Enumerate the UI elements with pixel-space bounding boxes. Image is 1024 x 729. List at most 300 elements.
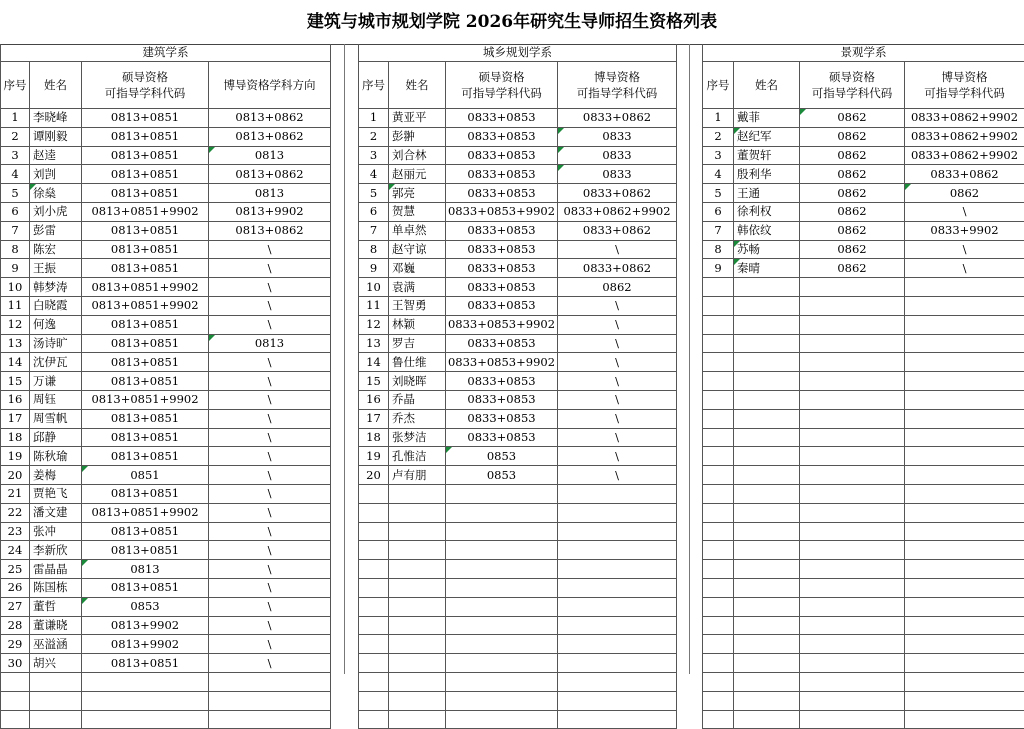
cell-seq: 8 [1,240,30,259]
cell-doctor [905,522,1024,541]
section-title: 城乡规划学系 [359,44,677,62]
cell-name [389,522,446,541]
cell-master: 0813+0851 [82,428,209,447]
table-row [359,428,677,447]
cell-doctor: 0833 [558,165,677,184]
page-title: 建筑与城市规划学院 2026年研究生导师招生资格列表 [0,0,1024,45]
cell-name: 赵丽元 [389,165,446,184]
cell-doctor: 0833 [558,146,677,165]
cell-name [734,278,800,297]
empty-row [703,635,1024,654]
cell-doctor: \ [558,390,677,409]
cell-seq: 14 [359,353,389,372]
cell-seq [703,710,734,729]
cell-seq: 18 [1,428,30,447]
empty-row [359,522,677,541]
cell-master [800,296,905,315]
empty-row [703,616,1024,635]
cell-doctor: \ [209,635,331,654]
cell-doctor: \ [209,541,331,560]
cell-master [800,372,905,391]
table-row [1,315,331,334]
cell-name: 刘剀 [30,165,82,184]
table-row [703,127,1024,146]
empty-row [703,484,1024,503]
cell-master: 0813+0851+9902 [82,278,209,297]
cell-master: 0813+0851+9902 [82,390,209,409]
cell-doctor: 0813 [209,146,331,165]
cell-master [82,672,209,691]
cell-doctor [558,522,677,541]
table-row [359,278,677,297]
table-row [359,390,677,409]
table-row [359,165,677,184]
cell-doctor: 0813+9902 [209,202,331,221]
cell-doctor [905,447,1024,466]
cell-name: 董哲 [30,597,82,616]
cell-name [734,560,800,579]
cell-name: 陈国栋 [30,578,82,597]
cell-name [389,635,446,654]
cell-seq: 23 [1,522,30,541]
cell-master [446,484,558,503]
cell-doctor [905,334,1024,353]
cell-doctor: 0833+0862 [905,165,1024,184]
empty-row [359,691,677,710]
cell-doctor: \ [209,390,331,409]
cell-seq: 3 [1,146,30,165]
cell-seq: 16 [1,390,30,409]
cell-doctor: 0813+0862 [209,165,331,184]
cell-doctor: \ [558,409,677,428]
cell-seq: 1 [359,109,389,128]
cell-seq: 22 [1,503,30,522]
cell-master: 0833+0853 [446,372,558,391]
cell-name [734,484,800,503]
cell-doctor: \ [209,353,331,372]
empty-row [703,672,1024,691]
cell-doctor: \ [209,503,331,522]
cell-doctor: \ [209,597,331,616]
cell-name: 彭雷 [30,221,82,240]
cell-doctor [905,710,1024,729]
cell-master [446,522,558,541]
cell-doctor: \ [209,278,331,297]
cell-master: 0862 [800,202,905,221]
cell-seq [359,522,389,541]
cell-master: 0833+0853 [446,165,558,184]
cell-name: 乔杰 [389,409,446,428]
cell-master [800,654,905,673]
cell-master [800,616,905,635]
cell-master [446,672,558,691]
cell-master: 0862 [800,259,905,278]
cell-seq [703,390,734,409]
cell-master [82,710,209,729]
cell-name: 王振 [30,259,82,278]
table-row [359,466,677,485]
cell-master: 0833+0853 [446,409,558,428]
cell-doctor: 0813+0862 [209,109,331,128]
cell-doctor [558,578,677,597]
cell-master [800,484,905,503]
cell-name: 邱静 [30,428,82,447]
cell-seq [359,654,389,673]
table-row [1,541,331,560]
cell-name: 王通 [734,184,800,203]
empty-row [703,334,1024,353]
cell-doctor: \ [209,240,331,259]
cell-doctor [905,578,1024,597]
cell-doctor [905,409,1024,428]
cell-name: 王智勇 [389,296,446,315]
cell-seq [703,597,734,616]
table-row [1,409,331,428]
cell-master: 0813+0851 [82,127,209,146]
empty-row [703,710,1024,729]
cell-seq: 2 [359,127,389,146]
cell-seq [359,560,389,579]
cell-doctor: \ [558,372,677,391]
cell-name: 赵逵 [30,146,82,165]
cell-seq [703,278,734,297]
cell-doctor: \ [209,616,331,635]
empty-row [703,691,1024,710]
table-row [1,202,331,221]
cell-doctor: 0813+0862 [209,221,331,240]
cell-name [734,672,800,691]
cell-doctor [558,710,677,729]
cell-name [734,635,800,654]
table-row [1,353,331,372]
cell-name: 苏畅 [734,240,800,259]
table-row [359,447,677,466]
cell-seq [703,428,734,447]
cell-doctor: 0833+9902 [905,221,1024,240]
empty-row [703,597,1024,616]
cell-master: 0833+0853 [446,259,558,278]
cell-seq: 4 [703,165,734,184]
table-row [359,353,677,372]
cell-name: 邓巍 [389,259,446,278]
cell-name [389,654,446,673]
column-header-seq: 序号 [359,62,389,109]
empty-row [703,390,1024,409]
cell-seq: 2 [1,127,30,146]
cell-doctor: 0833+0862 [558,221,677,240]
empty-row [703,278,1024,297]
empty-row [703,560,1024,579]
table-row [703,109,1024,128]
cell-doctor: \ [209,409,331,428]
cell-seq: 5 [703,184,734,203]
cell-doctor: 0813 [209,334,331,353]
cell-master [800,635,905,654]
cell-seq: 29 [1,635,30,654]
section-title: 建筑学系 [1,44,331,62]
table-row [1,428,331,447]
cell-name: 秦晴 [734,259,800,278]
table-row [359,202,677,221]
cell-seq [703,466,734,485]
cell-master: 0813+9902 [82,635,209,654]
cell-name [734,578,800,597]
section-landscape [702,44,1024,729]
cell-master [800,278,905,297]
table-row [359,240,677,259]
cell-name [30,710,82,729]
cell-doctor [905,541,1024,560]
cell-master [800,597,905,616]
empty-row [359,503,677,522]
cell-doctor [558,691,677,710]
cell-seq: 11 [1,296,30,315]
cell-seq [703,484,734,503]
section-title: 景观学系 [703,44,1024,62]
cell-seq: 30 [1,654,30,673]
cell-master: 0813+0851 [82,447,209,466]
cell-seq: 13 [359,334,389,353]
cell-doctor: \ [558,428,677,447]
cell-name: 罗吉 [389,334,446,353]
cell-name [734,541,800,560]
table-row [1,109,331,128]
table-row [1,259,331,278]
cell-name [389,672,446,691]
cell-seq [359,484,389,503]
cell-master: 0833+0853 [446,184,558,203]
cell-name [734,691,800,710]
cell-master: 0813+0851 [82,578,209,597]
cell-seq: 17 [1,409,30,428]
cell-name: 刘晓晖 [389,372,446,391]
cell-seq: 14 [1,353,30,372]
cell-name: 单卓然 [389,221,446,240]
cell-doctor: 0833+0862+9902 [905,127,1024,146]
cell-doctor [905,503,1024,522]
cell-master: 0862 [800,165,905,184]
cell-name [389,503,446,522]
cell-name [734,654,800,673]
table-row [359,221,677,240]
cell-master [800,522,905,541]
cell-seq: 7 [1,221,30,240]
cell-name: 黄亚平 [389,109,446,128]
cell-doctor [558,654,677,673]
empty-row [703,654,1024,673]
cell-seq: 19 [359,447,389,466]
cell-master [446,691,558,710]
cell-name [30,672,82,691]
cell-seq: 10 [359,278,389,297]
cell-seq [359,616,389,635]
table-row [703,165,1024,184]
cell-seq [703,672,734,691]
cell-master: 0813+0851 [82,334,209,353]
cell-master [800,447,905,466]
cell-doctor [905,278,1024,297]
empty-row [359,654,677,673]
cell-doctor [905,484,1024,503]
table-row [1,635,331,654]
cell-doctor: \ [209,447,331,466]
cell-seq: 24 [1,541,30,560]
table-row [1,578,331,597]
cell-master: 0833+0853 [446,127,558,146]
cell-name: 周钰 [30,390,82,409]
cell-seq: 9 [703,259,734,278]
cell-seq [359,710,389,729]
cell-seq: 4 [359,165,389,184]
cell-doctor: \ [209,428,331,447]
cell-doctor [558,616,677,635]
cell-name: 姜梅 [30,466,82,485]
cell-name: 汤诗旷 [30,334,82,353]
cell-name [734,428,800,447]
cell-seq: 17 [359,409,389,428]
cell-doctor: 0833+0862 [558,109,677,128]
cell-master [800,353,905,372]
cell-name: 袁满 [389,278,446,297]
cell-doctor: \ [209,296,331,315]
cell-doctor [558,503,677,522]
cell-name [389,616,446,635]
cell-seq: 6 [359,202,389,221]
cell-seq [1,691,30,710]
cell-name: 乔晶 [389,390,446,409]
cell-seq [703,654,734,673]
cell-seq: 8 [703,240,734,259]
cell-doctor [558,484,677,503]
cell-master [800,503,905,522]
cell-name: 周雪帆 [30,409,82,428]
cell-master [446,635,558,654]
cell-master [800,691,905,710]
cell-seq [359,578,389,597]
cell-name [734,447,800,466]
cell-master: 0833+0853 [446,221,558,240]
empty-row [359,484,677,503]
cell-master: 0862 [800,146,905,165]
cell-seq: 21 [1,484,30,503]
cell-seq: 4 [1,165,30,184]
cell-doctor [905,654,1024,673]
table-row [1,484,331,503]
cell-name: 贺慧 [389,202,446,221]
cell-seq [359,691,389,710]
cell-seq: 10 [1,278,30,297]
cell-name [734,522,800,541]
column-header-master: 硕导资格 可指导学科代码 [446,62,558,109]
empty-row [703,522,1024,541]
empty-row [703,578,1024,597]
section-urban-planning [358,44,677,729]
cell-master: 0813+0851 [82,541,209,560]
cell-doctor [905,296,1024,315]
table-row [359,184,677,203]
cell-name: 张梦洁 [389,428,446,447]
cell-seq: 5 [359,184,389,203]
cell-master: 0862 [800,240,905,259]
cell-name: 陈秋瑜 [30,447,82,466]
cell-seq: 2 [703,127,734,146]
empty-row [359,597,677,616]
cell-master [800,710,905,729]
cell-name: 李新欣 [30,541,82,560]
column-header-master: 硕导资格 可指导学科代码 [800,62,905,109]
cell-master: 0813+0851 [82,146,209,165]
table-row [359,334,677,353]
cell-master: 0833+0853 [446,109,558,128]
cell-master: 0862 [800,109,905,128]
cell-seq: 9 [359,259,389,278]
cell-master [446,503,558,522]
empty-row [359,560,677,579]
cell-doctor [905,428,1024,447]
empty-row [703,409,1024,428]
empty-row [703,503,1024,522]
cell-doctor: 0862 [558,278,677,297]
cell-name: 殷利华 [734,165,800,184]
cell-doctor [209,691,331,710]
column-header-name: 姓名 [734,62,800,109]
cell-name [389,578,446,597]
table-row [1,466,331,485]
cell-name: 董贺轩 [734,146,800,165]
table-row [1,278,331,297]
cell-name: 彭翀 [389,127,446,146]
empty-row [703,447,1024,466]
table-row [1,334,331,353]
cell-seq: 15 [1,372,30,391]
cell-doctor [905,635,1024,654]
cell-name: 徐利权 [734,202,800,221]
table-row [359,409,677,428]
cell-doctor: \ [209,578,331,597]
column-header-doctor: 博导资格 可指导学科代码 [558,62,677,109]
cell-seq: 9 [1,259,30,278]
cell-name: 韩梦涛 [30,278,82,297]
cell-seq: 18 [359,428,389,447]
cell-doctor [905,691,1024,710]
empty-row [1,710,331,729]
cell-seq: 13 [1,334,30,353]
cell-seq: 20 [1,466,30,485]
empty-row [703,372,1024,391]
cell-seq: 6 [1,202,30,221]
cell-doctor [209,710,331,729]
cell-master [446,616,558,635]
cell-name: 谭刚毅 [30,127,82,146]
cell-master: 0833+0853+9902 [446,202,558,221]
cell-name: 郭亮 [389,184,446,203]
cell-seq: 15 [359,372,389,391]
cell-name [389,484,446,503]
cell-seq [703,616,734,635]
cell-doctor: \ [558,296,677,315]
cell-master [800,541,905,560]
cell-doctor: 0833+0862 [558,259,677,278]
cell-master: 0813+0851 [82,221,209,240]
column-header-doctor: 博导资格 可指导学科代码 [905,62,1024,109]
cell-master [800,560,905,579]
table-row [1,616,331,635]
cell-doctor: 0833+0862+9902 [905,146,1024,165]
cell-doctor: \ [558,466,677,485]
cell-seq [703,691,734,710]
cell-doctor: \ [209,560,331,579]
cell-master [800,315,905,334]
